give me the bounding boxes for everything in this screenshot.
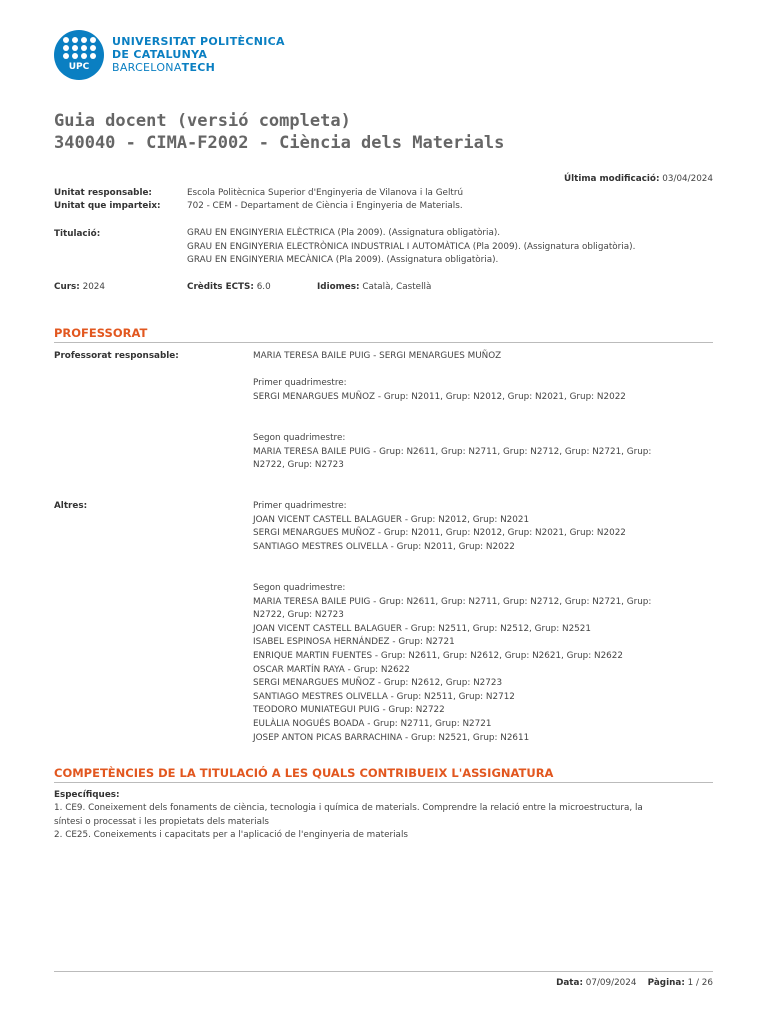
idiomes-label: Idiomes:	[317, 282, 360, 292]
footer-page-value: 1 / 26	[687, 978, 713, 988]
teacher-line: SANTIAGO MESTRES OLIVELLA - Grup: N2511, Grup: N2712	[253, 691, 515, 702]
footer-divider	[54, 971, 713, 972]
quadrimestre-label: Segon quadrimestre:	[253, 583, 346, 593]
teacher-line: SERGI MENARGUES MUÑOZ - Grup: N2011, Grup: N2012, Grup: N2021, Grup: N2022	[253, 391, 626, 402]
footer-date-value: 07/09/2024	[585, 978, 637, 988]
last-modified-value: 03/04/2024	[662, 174, 713, 184]
quadrimestre-label: Primer quadrimestre:	[253, 501, 347, 511]
unitat-responsable-label: Unitat responsable:	[54, 188, 152, 198]
resp-q1-block	[253, 377, 626, 404]
teacher-line: JOSEP ANTON PICAS BARRACHINA - Grup: N2521, Grup: N2611	[253, 732, 530, 743]
last-modified-label: Última modificació:	[563, 174, 660, 184]
teacher-line: SANTIAGO MESTRES OLIVELLA - Grup: N2011, Grup: N2022	[253, 541, 515, 552]
logo-text: UPC	[68, 62, 90, 72]
titulacio-list	[187, 227, 635, 268]
altres-label: Altres:	[54, 501, 88, 511]
brand-line-2: DE CATALUNYA	[112, 48, 208, 61]
footer-info	[556, 978, 713, 988]
page-title: Guia docent (versió completa)	[54, 111, 351, 131]
altres-q2-block	[253, 582, 651, 745]
credits-value: 6.0	[256, 282, 271, 292]
footer-date-label: Data:	[556, 978, 583, 988]
titulacio-item: GRAU EN ENGINYERIA ELÈCTRICA (Pla 2009). (Assignatura obligatòria).	[187, 228, 501, 238]
competencies-list	[54, 802, 643, 843]
brand-line-3-bold: TECH	[181, 61, 216, 74]
upc-logo	[54, 30, 104, 80]
competency-line: 1. CE9. Coneixement dels fonaments de ciència, tecnologia i química de materials. Comprendre la relació entre la microestructura, la	[54, 803, 643, 813]
teacher-line: N2722, Grup: N2723	[253, 610, 344, 621]
teacher-line: N2722, Grup: N2723	[253, 460, 344, 471]
altres-q1-block	[253, 500, 626, 554]
brand-line-1: UNIVERSITAT POLITÈCNICA	[112, 35, 285, 48]
unitat-responsable-value: Escola Politècnica Superior d'Enginyeria de Vilanova i la Geltrú	[187, 188, 464, 198]
brand-line-3	[112, 61, 215, 74]
quadrimestre-label: Segon quadrimestre:	[253, 433, 346, 443]
footer-page-label: Pàgina:	[647, 978, 685, 988]
quadrimestre-label: Primer quadrimestre:	[253, 378, 347, 388]
idiomes	[317, 282, 431, 292]
titulacio-item: GRAU EN ENGINYERIA MECÀNICA (Pla 2009). (Assignatura obligatòria).	[187, 255, 499, 266]
resp-q2-block	[253, 432, 651, 473]
teacher-line: JOAN VICENT CASTELL BALAGUER - Grup: N2511, Grup: N2512, Grup: N2521	[253, 623, 591, 634]
competency-line: 2. CE25. Coneixements i capacitats per a l'aplicació de l'enginyeria de materials	[54, 830, 408, 841]
page-subtitle: 340040 - CIMA-F2002 - Ciència dels Materials	[54, 133, 505, 153]
unitat-imparteix-value: 702 - CEM - Departament de Ciència i Enginyeria de Materials.	[187, 201, 463, 211]
teacher-line: OSCAR MARTÍN RAYA - Grup: N2622	[253, 664, 410, 675]
teacher-line: SERGI MENARGUES MUÑOZ - Grup: N2612, Grup: N2723	[253, 678, 503, 689]
especifiques-label: Específiques:	[54, 790, 120, 800]
idiomes-value: Català, Castellà	[362, 282, 432, 292]
teacher-line: SERGI MENARGUES MUÑOZ - Grup: N2011, Grup: N2012, Grup: N2021, Grup: N2022	[253, 528, 626, 539]
curs-value: 2024	[82, 282, 105, 292]
teacher-line: MARIA TERESA BAILE PUIG - Grup: N2611, Grup: N2711, Grup: N2712, Grup: N2721, Grup:	[253, 446, 652, 457]
logo-dots-icon	[63, 37, 95, 61]
brand-line-3-light: BARCELONA	[112, 61, 182, 74]
professorat-responsable-names: MARIA TERESA BAILE PUIG - SERGI MENARGUES MUÑOZ	[253, 351, 502, 361]
teacher-line: TEODORO MUNIATEGUI PUIG - Grup: N2722	[253, 705, 445, 716]
credits-label: Crèdits ECTS:	[187, 282, 254, 292]
teacher-line: JOAN VICENT CASTELL BALAGUER - Grup: N2012, Grup: N2021	[253, 514, 530, 525]
credits	[187, 282, 271, 292]
section-competencies: COMPETÈNCIES DE LA TITULACIÓ A LES QUALS CONTRIBUEIX L'ASSIGNATURA	[54, 766, 713, 783]
teacher-line: EULÀLIA NOGUÉS BOADA - Grup: N2711, Grup: N2721	[253, 718, 492, 729]
teacher-line: ENRIQUE MARTIN FUENTES - Grup: N2611, Grup: N2612, Grup: N2621, Grup: N2622	[253, 650, 623, 661]
curs-label: Curs:	[54, 282, 80, 292]
competency-line: síntesi o processat i les propietats dels materials	[54, 816, 269, 827]
unitat-imparteix-label: Unitat que imparteix:	[54, 201, 161, 211]
professorat-responsable-label: Professorat responsable:	[54, 351, 179, 361]
teacher-line: ISABEL ESPINOSA HERNÁNDEZ - Grup: N2721	[253, 637, 455, 648]
teacher-line: MARIA TERESA BAILE PUIG - Grup: N2611, Grup: N2711, Grup: N2712, Grup: N2721, Grup:	[253, 596, 652, 607]
last-modified	[564, 174, 713, 184]
curs	[54, 282, 105, 292]
titulacio-label: Titulació:	[54, 229, 101, 239]
section-professorat: PROFESSORAT	[54, 326, 713, 343]
titulacio-item: GRAU EN ENGINYERIA ELECTRÒNICA INDUSTRIAL I AUTOMÀTICA (Pla 2009). (Assignatura obligatòria).	[187, 241, 636, 252]
